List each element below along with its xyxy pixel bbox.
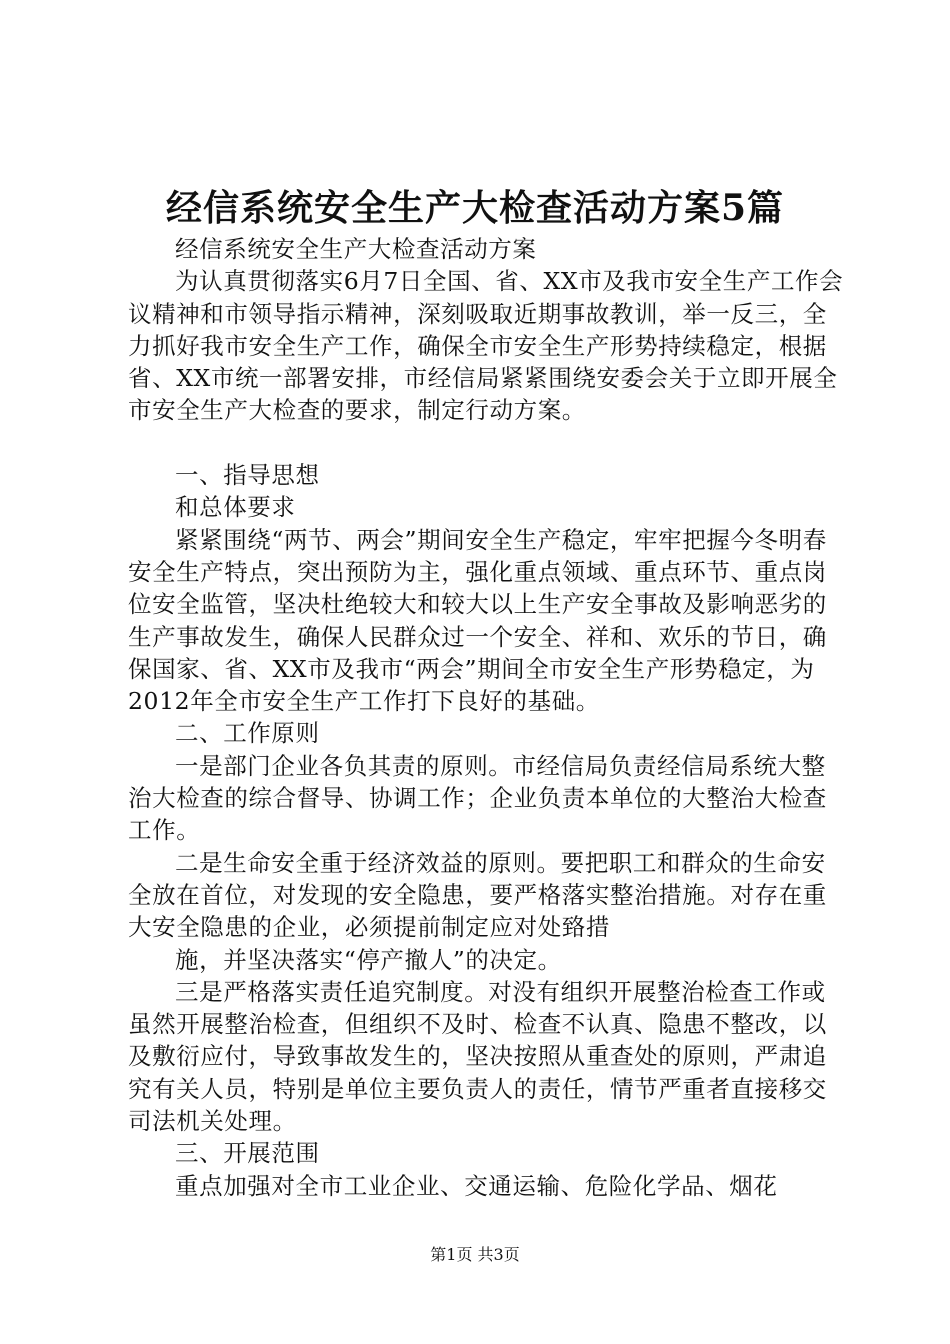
paragraph: 为认真贯彻落实6月7日全国、省、XX市及我市安全生产工作会议精神和市领导指示精神，深刻吸取近期事故教训，举一反三，全力抓好我市安全生产工作，确保全市安全生产形势持续稳定，根据省、XX市统一部署安排，市经信局紧紧围绕安委会关于立即开展全市安全生产大检查的要求，制定行动方案。 — [128, 267, 844, 425]
paragraph: 施，并坚决落实“停产撤人”的决定。 — [175, 945, 562, 974]
paragraph: 二是生命安全重于经济效益的原则。要把职工和群众的生命安全放在首位，对发现的安全隐患，要严格落实整治措施。对存在重大安全隐患的企业，必须提前制定应对处臵措 — [128, 848, 827, 942]
paragraph: 一、指导思想 — [175, 461, 320, 490]
paragraph: 和总体要求 — [175, 493, 296, 522]
document-body — [128, 233, 848, 1202]
paragraph: 紧紧围绕“两节、两会”期间安全生产稳定，牢牢把握今冬明春安全生产特点，突出预防为主，强化重点领域、重点环节、重点岗位安全监管，坚决杜绝较大和较大以上生产安全事故及影响恶劣的生产事故发生，确保人民群众过一个安全、祥和、欢乐的节日，确保国家、省、XX市及我市“两会”期间全市安全生产形势稳定，为2012年全市安全生产工作打下良好的基础。 — [128, 525, 827, 716]
paragraph-spacer — [128, 427, 848, 459]
paragraph: 一是部门企业各负其责的原则。市经信局负责经信局系统大整治大检查的综合督导、协调工作；企业负责本单位的大整治大检查工作。 — [128, 751, 827, 845]
paragraph: 重点加强对全市工业企业、交通运输、危险化学品、烟花 — [175, 1171, 778, 1200]
page-footer: 第1页 共3页 — [430, 1245, 520, 1264]
paragraph: 三、开展范围 — [175, 1139, 320, 1168]
paragraph: 三是严格落实责任追究制度。对没有组织开展整治检查工作或虽然开展整治检查，但组织不及时、检查不认真、隐患不整改，以及敷衍应付，导致事故发生的，坚决按照从重查处的原则，严肃追究有关人员，特别是单位主要负责人的责任，情节严重者直接移交司法机关处理。 — [128, 977, 827, 1136]
paragraph: 经信系统安全生产大检查活动方案 — [175, 235, 537, 263]
document-title: 经信系统安全生产大检查活动方案5篇 — [165, 187, 785, 229]
paragraph: 二、工作原则 — [175, 719, 320, 748]
